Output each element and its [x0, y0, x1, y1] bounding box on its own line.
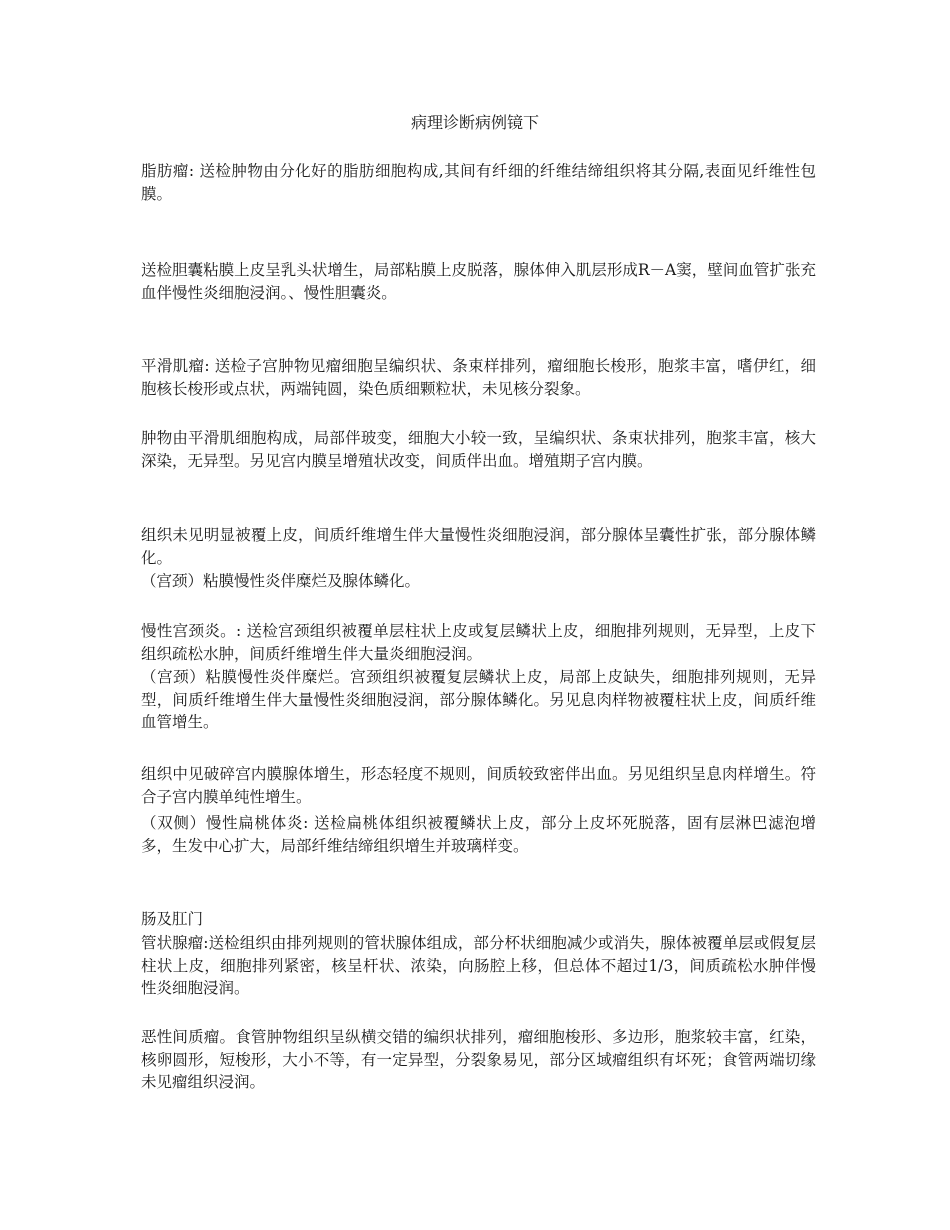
paragraph-smooth-muscle: 肿物由平滑肌细胞构成，局部伴玻变，细胞大小较一致，呈编织状、条束状排列，胞浆丰富，核大深染，无异型。另见宫内膜呈增殖状改变，间质伴出血。增殖期子宫内膜。 — [141, 429, 816, 470]
paragraph-leiomyoma: 平滑肌瘤: 送检子宫肿物见瘤细胞呈编织状、条束样排列，瘤细胞长梭形，胞浆丰富，嗜伊红，细胞核长梭形或点状，两端钝圆，染色质细颗粒状，未见核分裂象。 — [141, 357, 816, 398]
paragraph-lipoma: 脂肪瘤: 送检肿物由分化好的脂肪细胞构成,其间有纤细的纤维结缔组织将其分隔,表面见纤维性包膜。 — [141, 162, 816, 203]
section-heading-intestine: 肠及肛门 — [141, 910, 204, 928]
paragraph-tubular-adenoma: 管状腺瘤:送检组织由排列规则的管状腺体组成，部分杯状细胞减少或消失，腺体被覆单层或假复层柱状上皮，细胞排列紧密，核呈杆状、浓染，向肠腔上移，但总体不超过1/3，间质疏松水肿伴慢性炎细胞浸润。 — [141, 934, 816, 997]
paragraph-cervix-mucosa: （宫颈）粘膜慢性炎伴糜烂。宫颈组织被覆复层鳞状上皮，局部上皮缺失，细胞排列规则，无异型，间质纤维增生伴大量慢性炎细胞浸润，部分腺体鳞化。另见息肉样物被覆柱状上皮，间质纤维血管增生。 — [141, 668, 816, 731]
paragraph-tonsillitis: （双侧）慢性扁桃体炎: 送检扁桃体组织被覆鳞状上皮，部分上皮坏死脱落，固有层淋巴滤泡增多，生发中心扩大，局部纤维结缔组织增生并玻璃样变。 — [141, 814, 816, 855]
paragraph-cervix-erosion: （宫颈）粘膜慢性炎伴糜烂及腺体鳞化。 — [141, 572, 421, 590]
paragraph-stromal-tumor: 恶性间质瘤。食管肿物组织呈纵横交错的编织状排列，瘤细胞梭形、多边形，胞浆较丰富，红染，核卵圆形，短梭形，大小不等，有一定异型，分裂象易见，部分区域瘤组织有坏死；食管两端切缘未见瘤组织浸润。 — [141, 1028, 816, 1091]
paragraph-chronic-cervicitis: 慢性宫颈炎。: 送检宫颈组织被覆单层柱状上皮或复层鳞状上皮，细胞排列规则，无异型，上皮下组织疏松水肿，间质纤维增生伴大量炎细胞浸润。 — [141, 622, 816, 663]
paragraph-gallbladder: 送检胆囊粘膜上皮呈乳头状增生，局部粘膜上皮脱落，腺体伸入肌层形成R－A窦，壁间血管扩张充血伴慢性炎细胞浸润。、慢性胆囊炎。 — [141, 261, 816, 302]
document-title: 病理诊断病例镜下 — [410, 113, 539, 132]
paragraph-endometrium: 组织中见破碎宫内膜腺体增生，形态轻度不规则，间质较致密伴出血。另见组织呈息肉样增生。符合子宫内膜单纯性增生。 — [141, 765, 816, 806]
paragraph-no-epithelium: 组织未见明显被覆上皮，间质纤维增生伴大量慢性炎细胞浸润，部分腺体呈囊性扩张，部分腺体鳞化。 — [141, 526, 816, 567]
